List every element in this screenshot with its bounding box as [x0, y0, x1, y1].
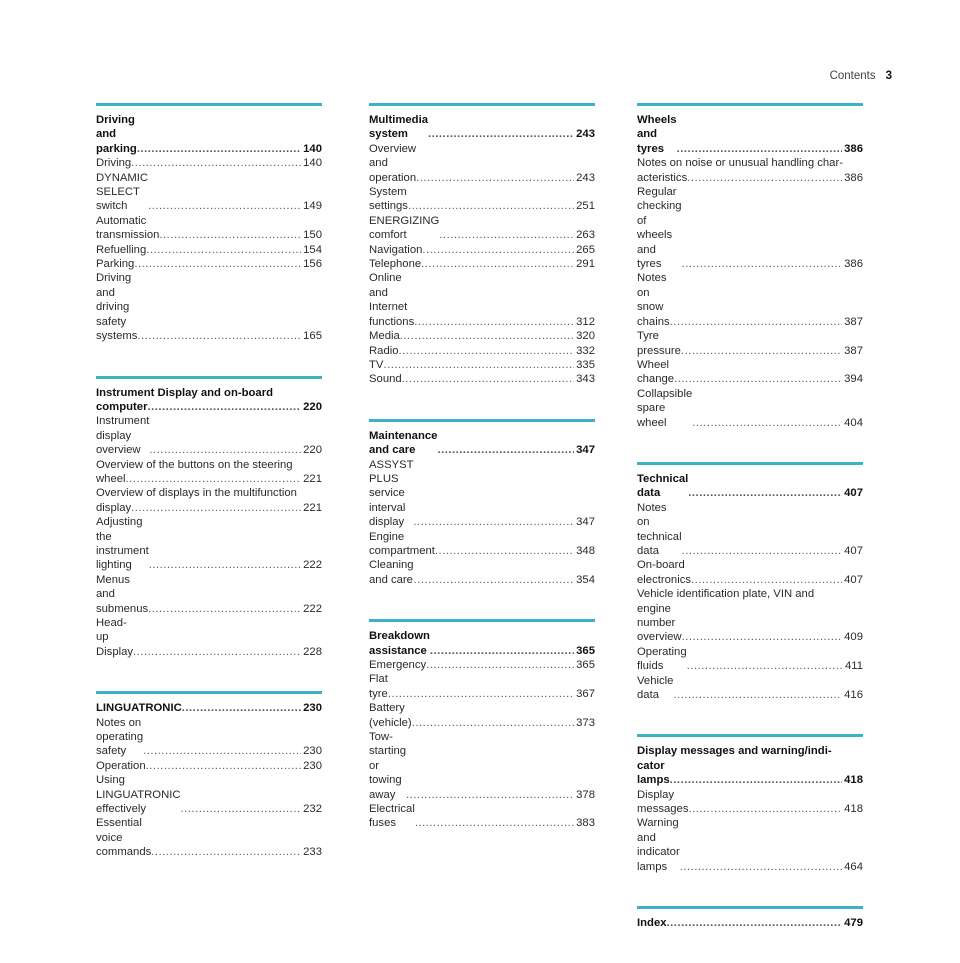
- toc-entry-link[interactable]: [369, 530, 595, 559]
- section-title-line: Display messages and warning/indi-: [637, 745, 832, 758]
- entry-page-number: 221: [303, 472, 322, 485]
- toc-entry-link[interactable]: [637, 674, 863, 703]
- entry-title: Online and Internet functions: [369, 272, 415, 328]
- dot-leader: [126, 472, 302, 486]
- dot-leader: [682, 544, 843, 558]
- dot-leader: [422, 243, 574, 257]
- dot-leader: [670, 773, 842, 787]
- toc-entry-link[interactable]: [369, 458, 595, 530]
- section-page-number: 347: [576, 444, 595, 457]
- toc-section-maintenance-and-care: [369, 419, 595, 587]
- entry-page-number: 335: [576, 358, 595, 371]
- toc-entry-link[interactable]: [637, 358, 863, 387]
- dot-leader: [406, 788, 574, 802]
- entry-title: Regular checking of wheels and tyres: [637, 186, 682, 271]
- entry-page-number: 386: [844, 258, 863, 271]
- dot-leader: [688, 802, 842, 816]
- section-title: Driving and parking: [96, 114, 137, 155]
- toc-entry-link[interactable]: [369, 730, 595, 802]
- entry-page-number: 394: [844, 373, 863, 386]
- dot-leader: [131, 501, 301, 515]
- toc-entry-link[interactable]: [369, 372, 595, 386]
- section-divider: [96, 103, 322, 106]
- toc-entry-link[interactable]: [637, 501, 863, 559]
- dot-leader: [435, 544, 574, 558]
- dot-leader: [674, 372, 842, 386]
- entry-title: Telephone: [369, 258, 422, 271]
- toc-entry-link[interactable]: [96, 214, 322, 243]
- section-title: Technical data: [637, 472, 689, 500]
- section-divider: [96, 376, 322, 379]
- entry-title: Sound: [369, 373, 402, 386]
- toc-column-2: [369, 103, 595, 863]
- toc-entry-link[interactable]: [637, 788, 863, 817]
- toc-entry-link[interactable]: [96, 716, 322, 759]
- toc-entry-link[interactable]: [369, 257, 595, 271]
- toc-section-computer: [96, 376, 322, 660]
- entry-page-number: 149: [303, 200, 322, 213]
- section-page-number: 407: [844, 487, 863, 500]
- dot-leader: [151, 845, 301, 859]
- entry-title: Using LINGUATRONIC effectively: [96, 774, 181, 816]
- entry-page-number: 154: [303, 243, 322, 256]
- toc-entry-link[interactable]: [369, 558, 595, 587]
- entry-page-number: 416: [844, 689, 863, 702]
- entry-title: Radio: [369, 344, 399, 357]
- toc-entry-link[interactable]: [637, 602, 863, 645]
- section-divider: [96, 691, 322, 694]
- section-title-line: Instrument Display and on-board: [96, 386, 273, 399]
- section-heading-link[interactable]: [369, 629, 595, 658]
- dot-leader: [426, 658, 574, 672]
- section-title: Index: [637, 917, 667, 930]
- dot-leader: [412, 716, 574, 730]
- toc-entry-link[interactable]: [637, 558, 863, 587]
- section-divider: [637, 906, 863, 909]
- entry-page-number: 230: [303, 759, 322, 772]
- entry-title: ENERGIZING comfort: [369, 214, 440, 242]
- toc-entry-link[interactable]: [369, 185, 595, 214]
- entry-page-number: 332: [576, 344, 595, 357]
- dot-leader: [677, 142, 843, 156]
- dot-leader: [439, 228, 574, 242]
- dot-leader: [680, 860, 842, 874]
- toc-entry-link[interactable]: [96, 816, 322, 859]
- toc-section-index: [637, 906, 863, 930]
- toc-entry-link[interactable]: [96, 501, 322, 515]
- dot-leader: [181, 802, 302, 816]
- entry-title: Navigation: [369, 243, 423, 256]
- entry-page-number: 220: [303, 444, 322, 457]
- entry-title: Cleaning and care: [369, 559, 414, 586]
- dot-leader: [687, 171, 842, 185]
- running-header: [830, 70, 892, 82]
- toc-entry-link[interactable]: [96, 515, 322, 573]
- dot-leader: [146, 759, 302, 773]
- entry-page-number: 320: [576, 330, 595, 343]
- entry-page-number: 367: [576, 687, 595, 700]
- entry-text-line: Overview of displays in the multifunction: [96, 487, 297, 500]
- dot-leader: [399, 344, 575, 358]
- section-page-number: 386: [844, 142, 863, 155]
- dot-leader: [149, 558, 301, 572]
- entry-page-number: 243: [576, 171, 595, 184]
- entry-title: Essential voice commands: [96, 817, 152, 859]
- entry-title: Head-up Display: [96, 617, 134, 658]
- dot-leader: [408, 199, 574, 213]
- section-page-number: 140: [303, 142, 322, 155]
- toc-entry-link[interactable]: [637, 171, 863, 185]
- section-page-number: 220: [303, 400, 322, 413]
- entry-page-number: 222: [303, 602, 322, 615]
- entry-title: DYNAMIC SELECT switch: [96, 171, 149, 213]
- dot-leader: [182, 701, 301, 715]
- dot-leader: [148, 602, 301, 616]
- toc-entry-link[interactable]: [96, 243, 322, 257]
- entry-title: System settings: [369, 186, 408, 213]
- toc-entry-link[interactable]: [637, 185, 863, 271]
- toc-section-technical-data: [637, 462, 863, 703]
- dot-leader: [414, 315, 574, 329]
- toc-entry-link[interactable]: [369, 243, 595, 257]
- entry-text-line: Notes on noise or unusual handling char-: [637, 157, 843, 170]
- dot-leader: [400, 329, 574, 343]
- dot-leader: [437, 443, 574, 457]
- toc-section-breakdown-assistance: [369, 619, 595, 831]
- toc-entry-link[interactable]: [369, 344, 595, 358]
- entry-page-number: 165: [303, 330, 322, 343]
- entry-title: Battery (vehicle): [369, 702, 412, 729]
- toc-entry-link[interactable]: [96, 414, 322, 457]
- entry-page-number: 233: [303, 846, 322, 859]
- dot-leader: [146, 243, 301, 257]
- section-heading-link[interactable]: [369, 429, 595, 458]
- dot-leader: [131, 156, 301, 170]
- toc-entry-link[interactable]: [96, 171, 322, 214]
- entry-title: Collapsible spare wheel: [637, 387, 693, 429]
- dot-leader: [134, 257, 301, 271]
- entry-page-number: 348: [576, 544, 595, 557]
- dot-leader: [430, 644, 574, 658]
- section-heading-link[interactable]: [637, 113, 863, 156]
- toc-entry-link[interactable]: [637, 645, 863, 674]
- section-title: Wheels and tyres: [637, 114, 677, 155]
- section-title: Multimedia system: [369, 114, 428, 141]
- toc-entry-link[interactable]: [637, 329, 863, 358]
- entry-page-number: 387: [844, 315, 863, 328]
- entry-page-number: 464: [844, 860, 863, 873]
- entry-page-number: 387: [844, 344, 863, 357]
- dot-leader: [159, 228, 301, 242]
- toc-entry-link[interactable]: [96, 773, 322, 816]
- entry-title: Emergency: [369, 659, 427, 671]
- entry-page-number: 265: [576, 243, 595, 256]
- section-title: cator lamps: [637, 759, 670, 787]
- entry-page-number: 251: [576, 200, 595, 213]
- dot-leader: [143, 744, 301, 758]
- dot-leader: [148, 199, 301, 213]
- section-divider: [637, 103, 863, 106]
- entry-page-number: 354: [576, 573, 595, 586]
- header-title: Contents: [829, 70, 876, 82]
- entry-title: Automatic transmission: [96, 214, 160, 242]
- dot-leader: [688, 486, 842, 500]
- dot-leader: [673, 688, 842, 702]
- dot-leader: [149, 443, 301, 457]
- entry-title: acteristics: [637, 171, 688, 184]
- entry-title: Notes on technical data: [637, 501, 682, 557]
- entry-page-number: 378: [576, 788, 595, 801]
- section-title: computer: [96, 400, 148, 413]
- entry-title: Operating fluids: [637, 645, 687, 673]
- toc-entry-link[interactable]: [369, 358, 595, 372]
- entry-title: engine number overview: [637, 602, 682, 644]
- section-page-number: 230: [303, 702, 322, 715]
- entry-title: Parking: [96, 258, 135, 271]
- toc-entry-link[interactable]: [369, 142, 595, 185]
- toc-entry-link[interactable]: [369, 672, 595, 701]
- entry-page-number: 221: [303, 501, 322, 514]
- entry-page-number: 373: [576, 716, 595, 729]
- dot-leader: [415, 816, 574, 830]
- section-heading-link[interactable]: [369, 113, 595, 142]
- dot-leader: [147, 400, 301, 414]
- section-divider: [369, 419, 595, 422]
- entry-page-number: 232: [303, 803, 322, 816]
- toc-entry-link[interactable]: [96, 472, 322, 486]
- entry-title: Notes on operating safety: [96, 716, 144, 758]
- entry-title: Media: [369, 330, 400, 343]
- entry-text-line: Overview of the buttons on the steering: [96, 458, 293, 471]
- toc-entry-link[interactable]: [96, 156, 322, 170]
- entry-title: wheel: [96, 472, 126, 485]
- section-title: LINGUATRONIC: [96, 702, 182, 715]
- entry-page-number: 140: [303, 157, 322, 170]
- toc-section-driving-and-parking: [96, 103, 322, 344]
- entry-title: Adjusting the instrument lighting: [96, 516, 149, 572]
- toc-entry-link[interactable]: [369, 802, 595, 831]
- entry-title: Vehicle data: [637, 674, 674, 702]
- entry-title: Tyre pressure: [637, 330, 681, 357]
- entry-title: Driving and driving safety systems: [96, 272, 138, 343]
- toc-entry-link[interactable]: [369, 329, 595, 343]
- entry-page-number: 263: [576, 229, 595, 242]
- dot-leader: [414, 573, 575, 587]
- dot-leader: [692, 416, 842, 430]
- entry-title: Display messages: [637, 788, 689, 816]
- dot-leader: [137, 329, 301, 343]
- section-page-number: 418: [844, 774, 863, 787]
- toc-section-cator-lamps: [637, 734, 863, 874]
- entry-page-number: 291: [576, 258, 595, 271]
- entry-title: Notes on snow chains: [637, 272, 670, 328]
- section-heading-link[interactable]: [637, 472, 863, 501]
- entry-page-number: 150: [303, 229, 322, 242]
- entry-title: Instrument display overview: [96, 415, 150, 457]
- entry-title: Operation: [96, 759, 146, 772]
- section-heading-link[interactable]: [637, 916, 863, 930]
- entry-page-number: 343: [576, 373, 595, 386]
- section-divider: [637, 734, 863, 737]
- toc-entry-link[interactable]: [96, 616, 322, 659]
- entry-title: Menus and submenus: [96, 573, 149, 615]
- entry-page-number: 228: [303, 645, 322, 658]
- entry-page-number: 347: [576, 516, 595, 529]
- toc-entry-link[interactable]: [369, 701, 595, 730]
- entry-title: Electrical fuses: [369, 803, 415, 830]
- entry-page-number: 407: [844, 544, 863, 557]
- section-title: Maintenance and care: [369, 429, 438, 457]
- toc-entry-link[interactable]: [96, 271, 322, 343]
- toc-entry-link[interactable]: [637, 816, 863, 874]
- entry-title: Wheel change: [637, 358, 675, 386]
- toc-entry-link[interactable]: [96, 257, 322, 271]
- toc-entry-link[interactable]: [637, 387, 863, 430]
- dot-leader: [388, 687, 574, 701]
- section-divider: [369, 619, 595, 622]
- entry-page-number: 312: [576, 315, 595, 328]
- section-page-number: 479: [844, 917, 863, 930]
- toc-entry-link[interactable]: [96, 573, 322, 616]
- entry-title: Overview and operation: [369, 142, 417, 184]
- section-heading-link[interactable]: [96, 113, 322, 156]
- toc-column-1: [96, 103, 322, 892]
- dot-leader: [416, 171, 574, 185]
- toc-entry-link[interactable]: [637, 271, 863, 329]
- entry-page-number: 230: [303, 745, 322, 758]
- toc-section-wheels-and-tyres: [637, 103, 863, 430]
- entry-page-number: 222: [303, 559, 322, 572]
- entry-title: display: [96, 501, 132, 514]
- dot-leader: [413, 515, 574, 529]
- entry-page-number: 383: [576, 817, 595, 830]
- entry-title: Warning and indicator lamps: [637, 817, 680, 873]
- entry-page-number: 418: [844, 803, 863, 816]
- entry-title: TV: [369, 358, 384, 371]
- dot-leader: [682, 257, 843, 271]
- entry-title: Refuelling: [96, 243, 147, 256]
- section-divider: [637, 462, 863, 465]
- section-heading-link[interactable]: [637, 759, 863, 788]
- entry-page-number: 409: [844, 631, 863, 644]
- entry-title: Flat tyre: [369, 673, 388, 700]
- entry-page-number: 404: [844, 416, 863, 429]
- dot-leader: [681, 344, 842, 358]
- dot-leader: [687, 659, 843, 673]
- dot-leader: [137, 142, 301, 156]
- entry-title: ASSYST PLUS service interval display: [369, 458, 414, 529]
- entry-title: On-board electronics: [637, 559, 691, 586]
- entry-page-number: 411: [844, 660, 863, 673]
- entry-page-number: 386: [844, 171, 863, 184]
- dot-leader: [691, 573, 842, 587]
- entry-page-number: 365: [576, 659, 595, 671]
- entry-text-line: Vehicle identification plate, VIN and: [637, 588, 815, 601]
- section-heading-link[interactable]: [96, 400, 322, 414]
- header-page-number: 3: [885, 70, 892, 82]
- entry-page-number: 407: [844, 573, 863, 586]
- toc-section-multimedia-system: [369, 103, 595, 387]
- section-heading-link[interactable]: [96, 701, 322, 715]
- section-title: Breakdown assistance: [369, 630, 430, 657]
- toc-entry-link[interactable]: [96, 759, 322, 773]
- dot-leader: [667, 916, 843, 930]
- entry-title: Driving: [96, 157, 132, 170]
- entry-page-number: 156: [303, 258, 322, 271]
- toc-entry-link[interactable]: [369, 271, 595, 329]
- dot-leader: [383, 358, 574, 372]
- section-page-number: 365: [576, 644, 595, 657]
- dot-leader: [133, 645, 301, 659]
- toc-entry-link[interactable]: [369, 658, 595, 672]
- entry-title: Engine compartment: [369, 530, 435, 557]
- dot-leader: [421, 257, 574, 271]
- dot-leader: [428, 127, 574, 141]
- dot-leader: [402, 372, 574, 386]
- section-divider: [369, 103, 595, 106]
- section-page-number: 243: [576, 128, 595, 141]
- toc-entry-link[interactable]: [369, 214, 595, 243]
- dot-leader: [682, 630, 843, 644]
- dot-leader: [670, 315, 842, 329]
- entry-title: Tow-starting or towing away: [369, 731, 407, 801]
- toc-section-linguatronic: [96, 691, 322, 859]
